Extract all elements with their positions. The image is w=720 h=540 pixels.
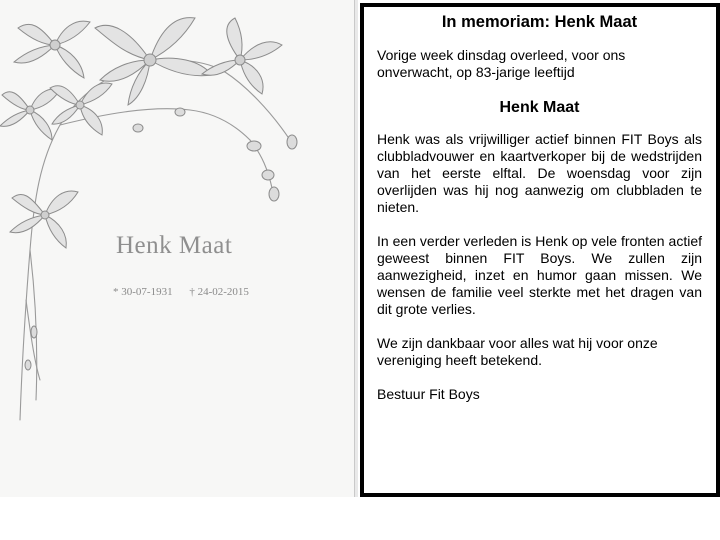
article-title: In memoriam: Henk Maat — [441, 13, 638, 31]
death-date: † 24-02-2015 — [189, 286, 249, 298]
divider — [355, 0, 358, 497]
birth-date: * 30-07-1931 — [113, 286, 173, 298]
memorial-card — [0, 0, 355, 497]
article-paragraph-3: We zijn dankbaar voor alles wat hij voor onze vereniging heeft betekend. — [377, 335, 658, 368]
article-paragraph-1: Henk was als vrijwilliger actief binnen FIT Boys als clubbladvouwer en kaartverkoper bij de wedstrijden van het eerste elftal. De woensdag voor zijn overlijden was hij nog aanwezig om clubbladen te nieten. — [377, 131, 702, 215]
card-name: Henk Maat — [116, 232, 233, 259]
article-panel — [360, 3, 720, 497]
article-subtitle: Henk Maat — [499, 99, 580, 116]
article-intro: Vorige week dinsdag overleed, voor ons onverwacht, op 83-jarige leeftijd — [377, 47, 626, 80]
card-dates — [113, 286, 249, 298]
article-signature: Bestuur Fit Boys — [377, 386, 480, 402]
article-paragraph-2: In een verder verleden is Henk op vele fronten actief geweest binnen FIT Boys. We zullen zijn aanwezigheid, inzet en humor gaan missen. We wensen de familie veel sterkte met het dragen van dit grote verlies. — [377, 233, 702, 317]
